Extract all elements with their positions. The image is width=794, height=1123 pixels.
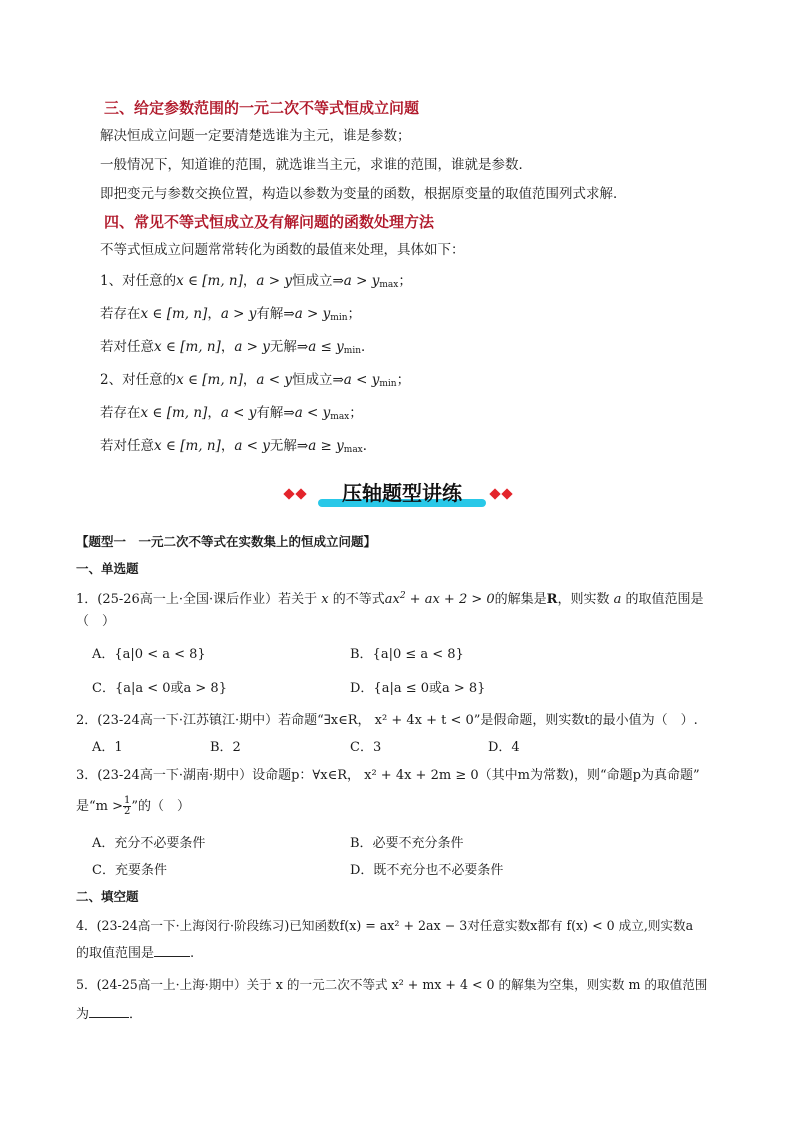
answer-blank[interactable]: [154, 944, 190, 957]
q1-option-c[interactable]: C．{a|a < 0或a > 8}: [92, 681, 227, 696]
answer-blank[interactable]: [89, 1005, 129, 1018]
section4-intro: 不等式恒成立问题常常转化为函数的最值来处理，具体如下：: [100, 242, 465, 258]
diamond-icon: [489, 488, 500, 499]
q3-option-d[interactable]: D．既不充分也不必要条件: [350, 863, 504, 878]
q2-option-a[interactable]: A．1: [92, 740, 123, 755]
q1-option-a[interactable]: A．{a|0 < a < 8}: [92, 647, 206, 662]
section3-line-3: 即把变元与参数交换位置，构造以参数为变量的函数，根据原变量的取值范围列式求解．: [100, 186, 627, 202]
rule-line: 若存在x ∈ [m, n]，a < y有解⇒a < $y_{max}$；: [100, 405, 363, 422]
question-5-stem: 5．(24-25高一上·上海·期中）关于 x 的一元二次不等式 x² + mx + 4 < 0 的解集为空集，则实数 m 的取值范围: [76, 977, 708, 992]
rule-line: 若存在x ∈ [m, n]，a > y有解⇒a > $y_{min}$；: [100, 306, 361, 323]
section-banner: [283, 478, 515, 510]
q2-option-c[interactable]: C．3: [350, 740, 382, 755]
fill-blank-heading: 二、填空题: [76, 889, 139, 904]
question-2-stem: 2．(23-24高一下·江苏镇江·期中）若命题“∃x∈R， x² + 4x + t < 0”是假命题，则实数t的最小值为（ ）.: [76, 713, 698, 728]
q3-option-a[interactable]: A．充分不必要条件: [92, 836, 206, 851]
section3-title: 三、给定参数范围的一元二次不等式恒成立问题: [104, 99, 420, 117]
question-4-stem: 4．(23-24高一下·上海闵行·阶段练习)已知函数f(x) = ax² + 2ax − 3对任意实数x都有 f(x) < 0 成立,则实数a: [76, 918, 694, 933]
diamond-icon: [501, 488, 512, 499]
section3-line-2: 一般情况下，知道谁的范围，就选谁当主元，求谁的范围，谁就是参数．: [100, 157, 532, 173]
rule-line: 若对任意x ∈ [m, n]，a < y无解⇒a ≥ $y_{max}$．: [100, 438, 377, 455]
q1-option-b[interactable]: B．{a|0 ≤ a < 8}: [350, 647, 464, 662]
question-4-stem-2: 的取值范围是 .: [76, 946, 195, 961]
question-3-stem: 3．(23-24高一下·湖南·期中）设命题p：∀x∈R， x² + 4x + 2m ≥ 0（其中m为常数)，则“命题p为真命题”: [76, 768, 700, 783]
diamond-icon: [295, 488, 306, 499]
q2-option-b[interactable]: B．2: [210, 740, 241, 755]
q3-option-c[interactable]: C．充要条件: [92, 863, 167, 878]
section3-line-1: 解决恒成立问题一定要清楚选谁为主元，谁是参数；: [100, 128, 411, 144]
single-choice-heading: 一、单选题: [76, 561, 139, 576]
question-1-stem: 1．(25-26高一上·全国·课后作业）若关于 x 的不等式$ax^2$ + ax + 2 > 0的解集是R，则实数 a 的取值范围是: [76, 591, 704, 607]
q1-option-d[interactable]: D．{a|a ≤ 0或a > 8}: [350, 681, 486, 696]
q2-option-d[interactable]: D．4: [488, 740, 520, 755]
q3-option-b[interactable]: B．必要不充分条件: [350, 836, 464, 851]
question-type-heading: 【题型一 一元二次不等式在实数集上的恒成立问题】: [76, 534, 377, 549]
section4-title: 四、常见不等式恒成立及有解问题的函数处理方法: [104, 213, 435, 231]
diamond-icon: [283, 488, 294, 499]
banner-title: 压轴题型讲练: [342, 481, 462, 505]
question-3-stem-2: 是“m > $\frac{1}{2}$ ”的（ ）: [76, 795, 191, 817]
fraction-one-half: $\frac{1}{2}$: [124, 795, 131, 817]
rule-line: 2、对任意的x ∈ [m, n]，a < y恒成立⇒a < $y_{min}$；: [100, 372, 411, 389]
question-1-paren: （ ）: [76, 614, 116, 629]
rule-line: 1、对任意的x ∈ [m, n]，a > y恒成立⇒a > $y_{max}$；: [100, 273, 412, 290]
rule-line: 若对任意x ∈ [m, n]，a > y无解⇒a ≤ $y_{min}$．: [100, 339, 375, 356]
question-5-stem-2: 为 ．: [76, 1007, 143, 1022]
